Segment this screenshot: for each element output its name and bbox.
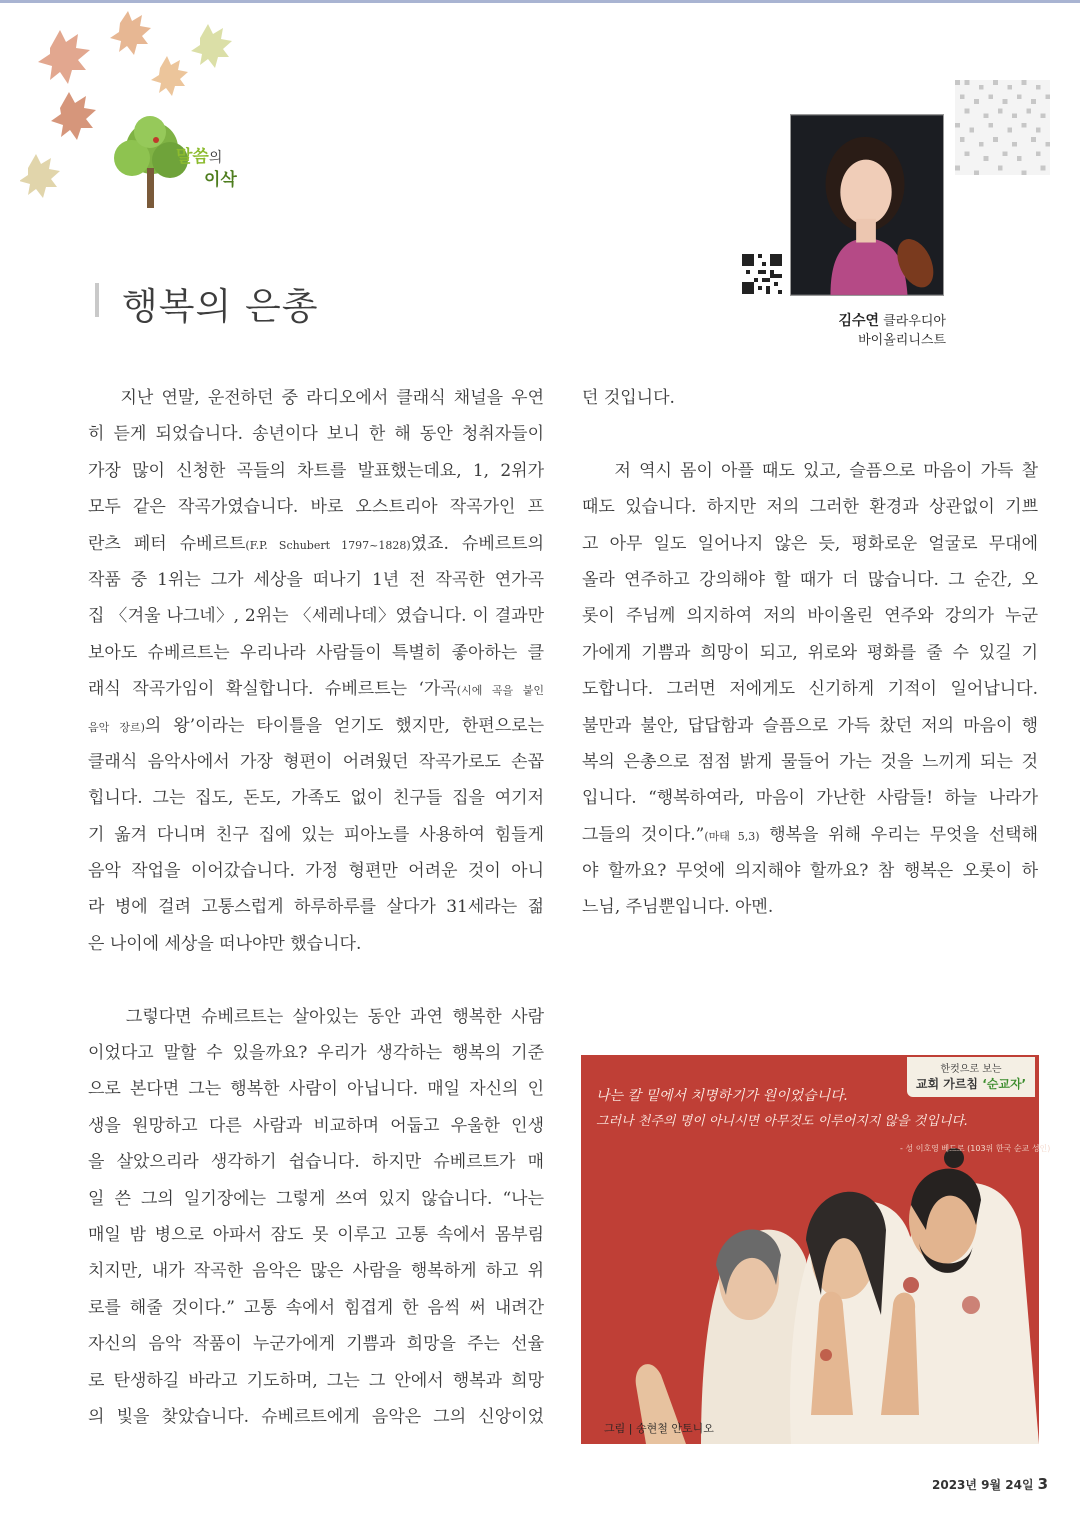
- body-line: 느님, 주님뿐입니다. 아멘.: [582, 897, 774, 918]
- body-line: 롯이 주님께 의지하여 저의 바이올린 연주와 강의가 누군: [582, 606, 1038, 627]
- body-line: 가에게 기쁨과 희망이 되고, 위로와 평화를 줄 수 있길 기: [582, 642, 1038, 663]
- top-rule: [0, 0, 1080, 3]
- column-label: [176, 146, 237, 191]
- qr-code-icon[interactable]: [742, 254, 782, 294]
- page-footer: [932, 1475, 1048, 1493]
- page-number: 3: [1037, 1475, 1049, 1493]
- body-line: 의 빛을 찾았습니다. 슈베르트에게 음악은 그의 신앙이었: [88, 1406, 544, 1427]
- body-line: 래식 작곡가임이 확실합니다. 슈베르트는 ‘가곡(시에 곡을 붙인: [88, 679, 544, 700]
- illustration-quote: [596, 1083, 1036, 1135]
- body-line: 던 것입니다.: [582, 388, 675, 408]
- body-line: 모두 같은 작곡가였습니다. 바로 오스트리아 작곡가인 프: [88, 497, 544, 518]
- body-line: 자신의 음악 작품이 누군가에게 기쁨과 희망을 주는 선율: [88, 1334, 544, 1355]
- body-line: 로 탄생하길 바라고 기도하며, 그는 그 안에서 행복과 희망: [88, 1370, 544, 1391]
- issue-date: 2023년 9월 24일: [932, 1478, 1034, 1492]
- author-byline: [838, 312, 946, 350]
- maple-leaves-tree-illustration: [20, 8, 270, 228]
- badge-highlight: ‘순교자’: [982, 1077, 1027, 1091]
- body-line: 이었다고 말할 수 있을까요? 우리가 생각하는 행복의 기준: [88, 1043, 544, 1064]
- body-line: 작품 중 1위는 그가 세상을 떠나기 1년 전 작곡한 연가곡: [88, 569, 544, 590]
- title-accent-bar: [95, 283, 99, 317]
- decorative-pattern: [955, 80, 1050, 175]
- body-line: 도합니다. 그러면 저에게도 신기하게 기적이 일어납니다.: [582, 679, 1038, 700]
- body-line: 집 〈겨울 나그네〉, 2위는 〈세레나데〉였습니다. 이 결과만: [88, 606, 544, 627]
- author-name: 김수연: [838, 313, 880, 329]
- inline-annotation: (F.P. Schubert 1797~1828): [245, 538, 411, 552]
- column-label-particle: 의: [208, 150, 223, 166]
- body-line: 음악 작업을 이어갔습니다. 가정 형편만 어려운 것이 아니: [88, 861, 544, 882]
- body-line: 으로 본다면 그는 행복한 사람이 아닙니다. 매일 자신의 인: [88, 1079, 544, 1100]
- body-line: 불만과 불안, 답답함과 슬픔으로 가득 찼던 저의 마음이 행: [582, 715, 1038, 736]
- quote-line1: 나는 칼 밑에서 치명하기가 원이었습니다.: [596, 1088, 849, 1104]
- body-line: 생을 원망하고 다른 사람과 비교하며 어둡고 우울한 인생: [88, 1115, 544, 1136]
- inline-annotation: 음악 장르): [88, 720, 145, 734]
- quote-source: - 성 이호영 베드로 (103위 한국 순교 성인): [900, 1144, 1051, 1153]
- body-line: 히 듣게 되었습니다. 송년이다 보니 한 해 동안 청취자들이: [88, 424, 544, 445]
- body-line: 때도 있습니다. 하지만 저의 그러한 환경과 상관없이 기쁘: [582, 497, 1038, 518]
- body-line: 을 살았으리라 생각하기 쉽습니다. 하지만 슈베르트가 매: [88, 1152, 544, 1173]
- author-photo: [790, 114, 944, 296]
- body-line: 고 아무 일도 일어나지 않은 듯, 평화로운 얼굴로 무대에: [582, 533, 1038, 554]
- body-line: 음악 장르)의 왕’이라는 타이틀을 얻기도 했지만, 한편으로는: [88, 715, 544, 736]
- body-line: 로를 해줄 것이다.” 고통 속에서 힘겹게 한 음씩 써 내려간: [88, 1297, 544, 1318]
- body-line: 야 할까요? 무엇에 의지해야 할까요? 참 행복은 오롯이 하: [582, 861, 1038, 882]
- illustration-credit: 그림 | 송현철 안토니오: [604, 1422, 714, 1435]
- body-column-right: [582, 380, 1038, 926]
- body-line: 입니다. “행복하여라, 마음이 가난한 사람들! 하늘 나라가: [582, 788, 1038, 809]
- body-line: 클래식 음악사에서 가장 형편이 어려웠던 작곡가로도 손꼽: [88, 751, 544, 772]
- body-line: 보아도 슈베르트는 우리나라 사람들이 특별히 좋아하는 클: [88, 642, 544, 663]
- body-line: 일 쓴 그의 일기장에는 그렇게 쓰여 있지 않습니다. “나는: [88, 1188, 544, 1209]
- author-role-line2: 바이올리니스트: [858, 333, 946, 348]
- body-line: 매일 밤 병으로 아파서 잠도 못 이루고 고통 속에서 몸부림: [88, 1224, 544, 1245]
- inline-annotation: (시에 곡을 붙인: [456, 684, 544, 698]
- column-label-word: 말씀: [176, 147, 209, 167]
- body-line: 복의 은총으로 점점 밝게 물들어 가는 것을 느끼게 되는 것: [582, 751, 1038, 772]
- body-line: 그렇다면 슈베르트는 살아있는 동안 과연 행복한 사람: [125, 1006, 544, 1027]
- body-line: 그들의 것이다.”(마태 5,3) 행복을 위해 우리는 무엇을 선택해: [582, 824, 1039, 845]
- body-column-left: [88, 380, 544, 1435]
- body-line: 힙니다. 그는 집도, 돈도, 가족도 없이 친구들 집을 여기저: [88, 788, 544, 809]
- quote-line2: 그러나 천주의 명이 아니시면 아무것도 이루어지지 않을 것입니다.: [596, 1114, 969, 1129]
- body-line: 가장 많이 신청한 곡들의 차트를 발표했는데요, 1, 2위가: [88, 460, 544, 481]
- body-line: 올라 연주하고 강의해야 할 때가 더 많습니다. 그 순간, 오: [582, 569, 1038, 590]
- body-line: 치지만, 내가 작곡한 음악은 많은 사람을 행복하게 하고 위: [88, 1261, 544, 1282]
- body-line: 지난 연말, 운전하던 중 라디오에서 클래식 채널을 우연: [120, 388, 544, 408]
- inline-annotation: (마태 5,3): [704, 829, 760, 843]
- body-line: 저 역시 몸이 아플 때도 있고, 슬픔으로 마음이 가득 찰: [614, 460, 1038, 481]
- badge-line2: 교회 가르침 ‘순교자’: [915, 1077, 1027, 1091]
- article-title: 행복의 은총: [122, 285, 319, 328]
- body-line: 기 옮겨 다니며 친구 집에 있는 피아노를 사용하여 힘들게: [88, 824, 544, 845]
- body-line: 라 병에 걸려 고통스럽게 하루하루를 살다가 31세라는 젊: [88, 897, 544, 918]
- badge-line1: 한컷으로 보는: [940, 1064, 1002, 1075]
- body-line: 란츠 페터 슈베르트(F.P. Schubert 1797~1828)였죠. 슈베르트의: [88, 533, 545, 554]
- author-role-line1: 클라우디아: [883, 314, 946, 329]
- column-label-line2: 이삭: [204, 170, 237, 190]
- body-line: 은 나이에 세상을 떠나야만 했습니다.: [88, 933, 362, 954]
